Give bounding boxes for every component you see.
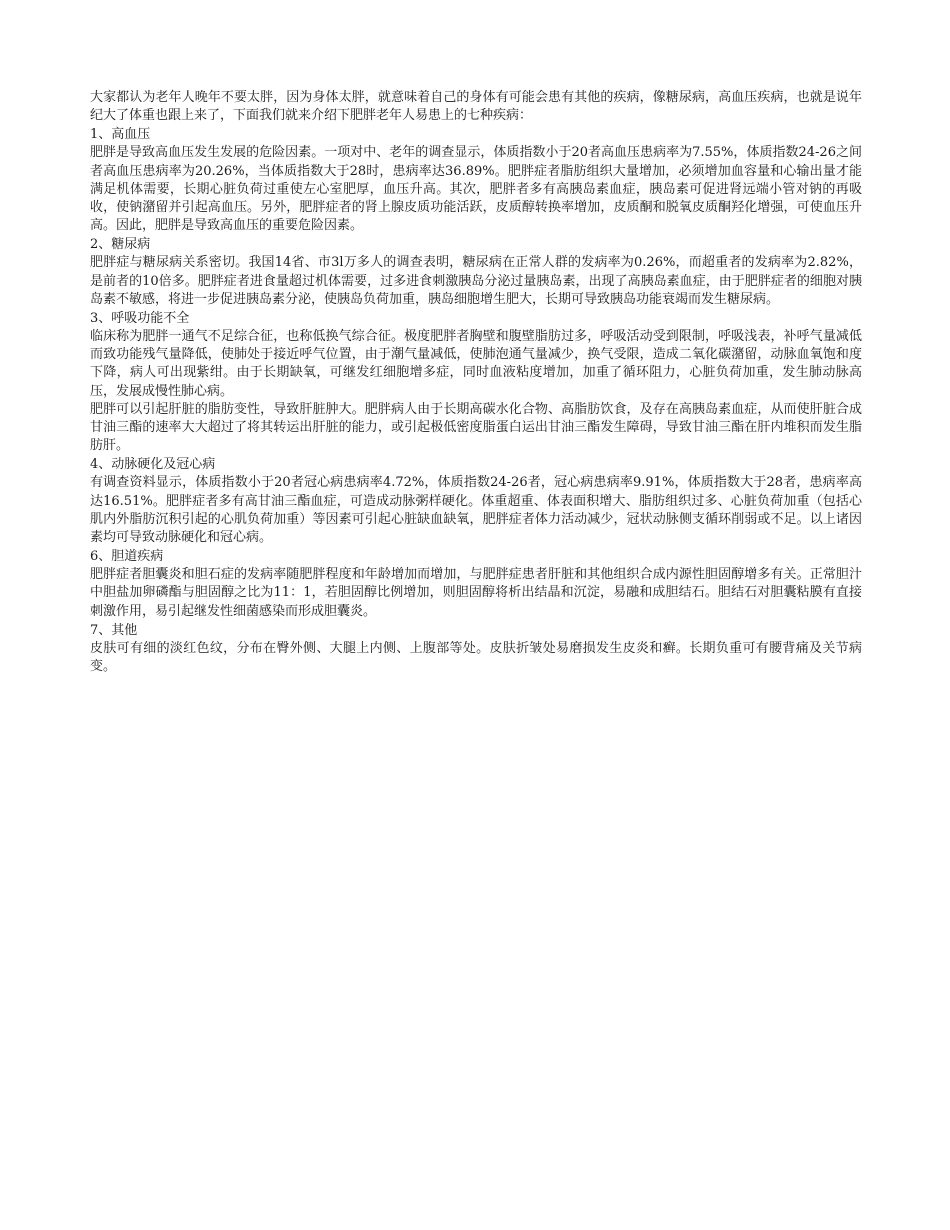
intro-paragraph: 大家都认为老年人晚年不要太胖，因为身体太胖，就意味着自己的身体有可能会患有其他的疾病，像糖尿病，高血压疾病，也就是说年纪大了体重也跟上来了，下面我们就来介绍下肥胖老年人易患上的七种疾病： xyxy=(90,90,862,124)
document-body xyxy=(90,89,862,676)
paragraph-hypertension: 肥胖是导致高血压发生发展的危险因素。一项对中、老年的调查显示，体质指数小于20者高血压患病率为7.55%，体质指数24-26之间者高血压患病率为20.26%，当体质指数大于28时，患病率达36.89%。肥胖症者脂肪组织大量增加，必须增加血容量和心输出量才能满足机体需要，长期心脏负荷过重使左心室肥厚，血压升高。其次，肥胖者多有高胰岛素血症，胰岛素可促进肾远端小管对钠的再吸收，使钠潴留并引起高血压。另外，肥胖症者的肾上腺皮质功能活跃，皮质醇转换率增加，皮质酮和脱氧皮质酮羟化增强，可使血压升高。因此，肥胖是导致高血压的重要危险因素。 xyxy=(90,145,862,234)
paragraph-respiratory: 临床称为肥胖一通气不足综合征，也称低换气综合征。极度肥胖者胸壁和腹壁脂肪过多，呼吸活动受到限制，呼吸浅表，补呼气量减低而致功能残气量降低，使肺处于接近呼气位置，由于潮气量减低，使肺泡通气量减少，换气受限，造成二氧化碳潴留，动脉血氧饱和度下降，病人可出现紫绀。由于长期缺氧，可继发红细胞增多症，同时血液粘度增加，加重了循环阻力，心脏负荷加重，发生肺动脉高压，发展成慢性肺心病。 xyxy=(90,329,862,399)
paragraph-biliary: 肥胖症者胆囊炎和胆石症的发病率随肥胖程度和年龄增加而增加，与肥胖症患者肝脏和其他组织合成内源性胆固醇增多有关。正常胆汁中胆盐加卵磷酯与胆固醇之比为11：1，若胆固醇比例增加，则胆固醇将析出结晶和沉淀，易融和成胆结石。胆结石对胆囊粘膜有直接刺激作用，易引起继发性细菌感染而形成胆囊炎。 xyxy=(90,567,862,619)
paragraph-other: 皮肤可有细的淡红色纹，分布在臀外侧、大腿上内侧、上腹部等处。皮肤折皱处易磨损发生皮炎和癣。长期负重可有腰背痛及关节病变。 xyxy=(90,640,862,675)
paragraph-diabetes: 肥胖症与糖尿病关系密切。我国14省、市3l万多人的调查表明，糖尿病在正常人群的发病率为0.26%，而超重者的发病率为2.82%，是前者的10倍多。肥胖症者进食量超过机体需要，过多进食刺激胰岛分泌过量胰岛素，出现了高胰岛素血症，由于肥胖症者的细胞对胰岛素不敏感，将进一步促进胰岛素分泌，使胰岛负荷加重，胰岛细胞增生肥大，长期可导致胰岛功能衰竭而发生糖尿病。 xyxy=(90,255,862,307)
paragraph-coronary: 有调查资料显示，体质指数小于20者冠心病患病率4.72%，体质指数24-26者，冠心病患病率9.91%，体质指数大于28者，患病率高达16.51%。肥胖症者多有高甘油三酯血症，可造成动脉粥样硬化。体重超重、体表面积增大、脂肪组织过多、心脏负荷加重（包括心肌内外脂肪沉积引起的心肌负荷加重）等因素可引起心脏缺血缺氧，肥胖症者体力活动减少，冠状动脉侧支循环削弱或不足。以上诸因素均可导致动脉硬化和冠心病。 xyxy=(90,475,862,546)
section-heading-diabetes: 2、糖尿病 xyxy=(90,237,151,253)
section-heading-coronary: 4、动脉硬化及冠心病 xyxy=(90,457,216,473)
paragraph-fatty-liver: 肥胖可以引起肝脏的脂肪变性，导致肝脏肿大。肥胖病人由于长期高碳水化合物、高脂肪饮食，及存在高胰岛素血症，从而使肝脏合成甘油三酯的速率大大超过了将其转运出肝脏的能力，或引起极低密度脂蛋白运出甘油三酯发生障碍，导致甘油三酯在肝内堆积而发生脂肪肝。 xyxy=(90,401,862,454)
section-heading-hypertension: 1、高血压 xyxy=(90,127,151,143)
section-heading-other: 7、其他 xyxy=(90,622,138,638)
section-heading-biliary: 6、胆道疾病 xyxy=(90,549,164,565)
section-heading-respiratory: 3、呼吸功能不全 xyxy=(90,311,190,327)
